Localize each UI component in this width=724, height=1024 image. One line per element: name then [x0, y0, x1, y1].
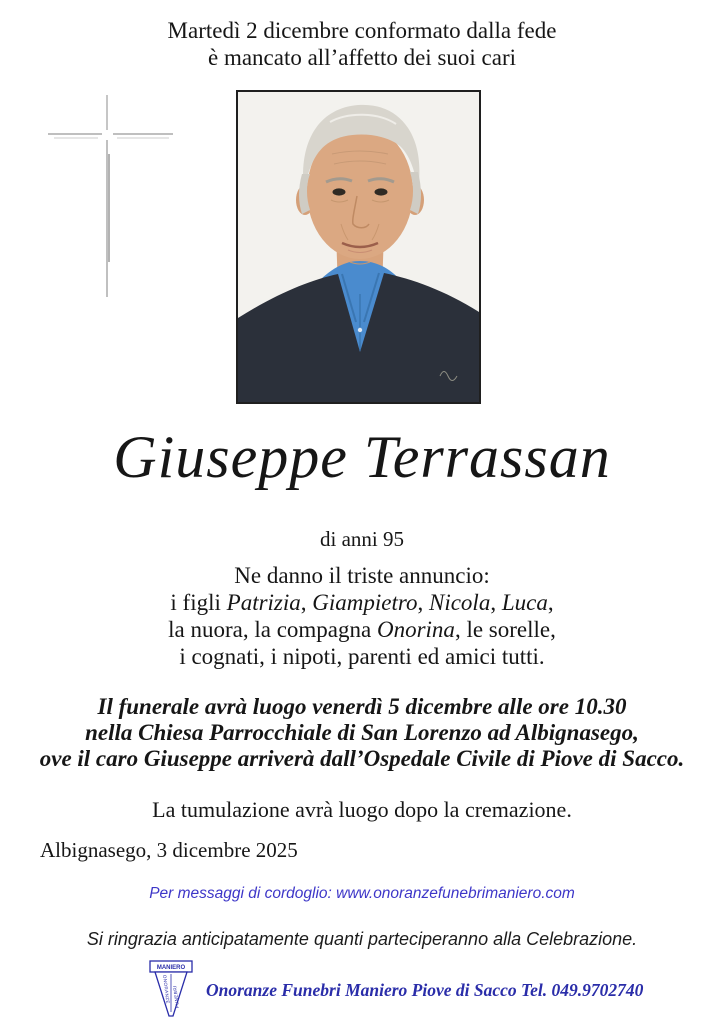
funeral-home-logo — [146, 960, 196, 1020]
portrait-illustration — [238, 92, 479, 402]
funeral-home-contact-line: Onoranze Funebri Maniero Piove di Sacco Tel. 049.9702740 — [206, 979, 644, 1000]
child-name: Nicola — [428, 590, 491, 615]
burial-line: La tumulazione avrà luogo dopo la cremazione. — [152, 797, 572, 822]
child-name: Luca — [501, 590, 548, 615]
funeral-details-block — [0, 694, 724, 772]
text-segment: , — [300, 590, 313, 615]
child-name: Patrizia — [226, 590, 301, 615]
announcement-block — [0, 562, 724, 670]
text-segment: i figli — [170, 590, 227, 615]
intro-line-1: Martedì 2 dicembre conformato dalla fede — [167, 18, 557, 43]
age-line: di anni 95 — [320, 527, 404, 551]
announcement-children-line — [0, 589, 724, 616]
text-segment: la nuora, la compagna — [168, 617, 377, 642]
logo-title-text: MANIERO — [156, 965, 186, 971]
intro-line-2: è mancato all’affetto dei suoi cari — [207, 45, 517, 70]
funeral-line-2: nella Chiesa Parrocchiale di San Lorenzo ad Albignasego, — [85, 720, 639, 745]
funeral-line-3: ove il caro Giuseppe arriverà dall’Ospedale Civile di Piove di Sacco. — [39, 746, 685, 771]
footer — [146, 960, 643, 1020]
text-segment: , le sorelle, — [454, 617, 556, 642]
logo-right-text: FUNEBRI — [172, 985, 180, 1009]
condolence-line — [0, 884, 724, 904]
child-name: Giampietro — [312, 590, 418, 615]
deceased-portrait-photo — [236, 90, 481, 404]
thanks-line: Si ringrazia anticipatamente quanti parteciperanno alla Celebrazione. — [86, 929, 638, 949]
logo-left-text: ONORANZE — [162, 974, 171, 1005]
announcement-others-line: i cognati, i nipoti, parenti ed amici tutti. — [179, 644, 545, 669]
partner-name: Onorina — [376, 617, 455, 642]
text-segment: , — [417, 590, 429, 615]
dateline: Albignasego, 3 dicembre 2025 — [40, 838, 298, 862]
announcement-family-line — [0, 616, 724, 643]
deceased-name: Giuseppe Terrassan — [113, 424, 611, 490]
funeral-line-1: Il funerale avrà luogo venerdì 5 dicembre alle ore 10.30 — [97, 694, 627, 719]
condolence-website-link[interactable]: www.onoranzefunebrimaniero.com — [336, 885, 575, 902]
condolence-label: Per messaggi di cordoglio: — [149, 885, 337, 902]
text-segment: , — [490, 590, 502, 615]
announcement-intro: Ne danno il triste annuncio: — [234, 563, 490, 588]
text-segment: , — [547, 590, 554, 615]
memorial-cross-icon — [44, 92, 178, 302]
